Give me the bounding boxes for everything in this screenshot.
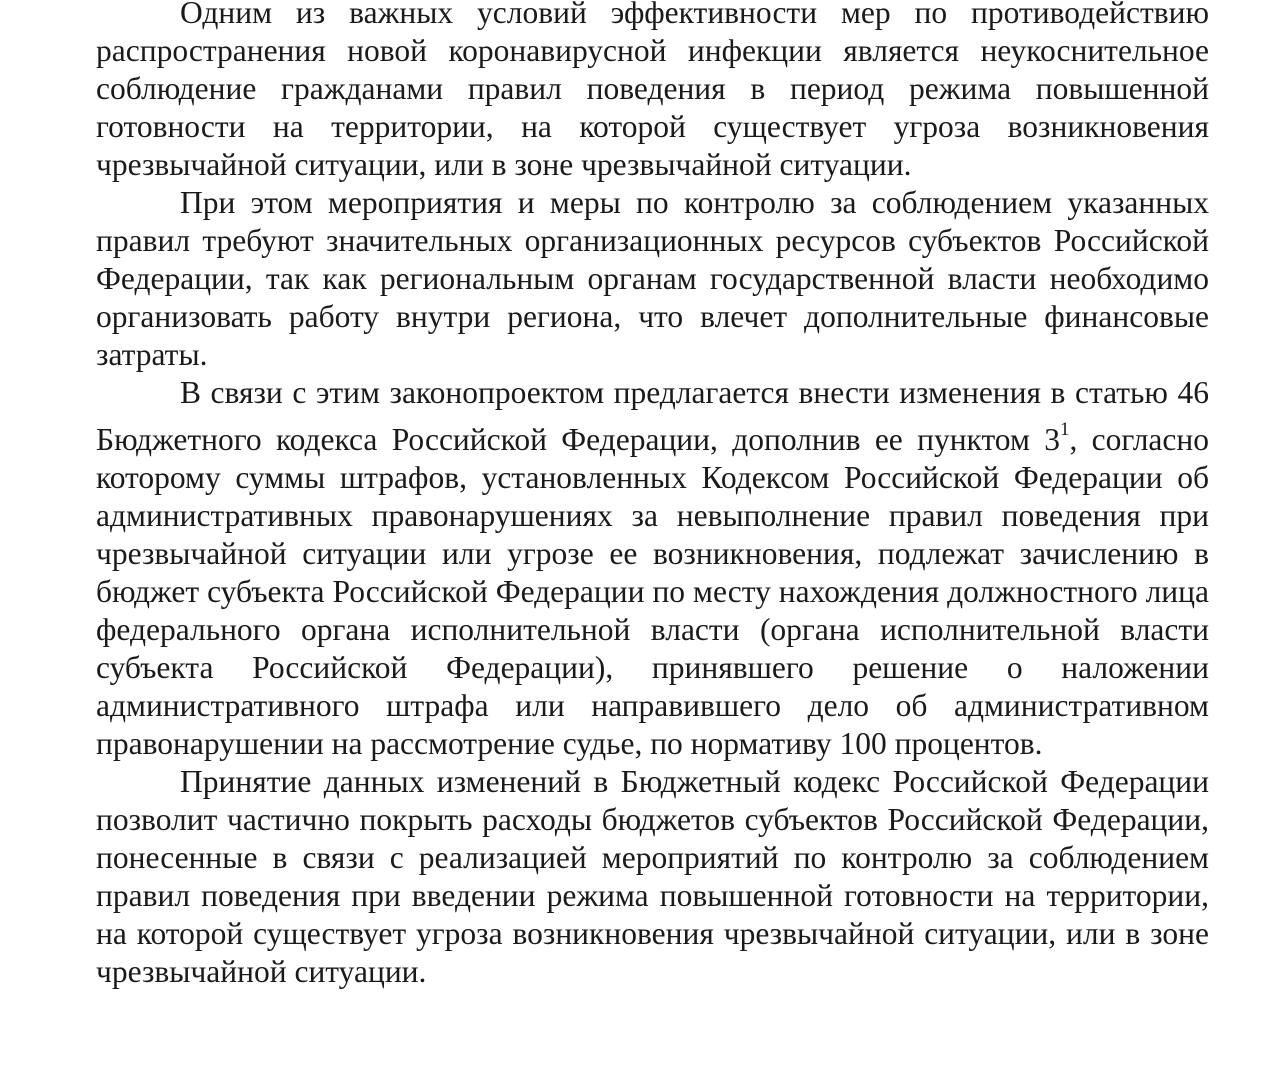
paragraph-4: Принятие данных изменений в Бюджетный кодекс Российской Федерации позволит частично покрыть расходы бюджетов субъектов Российской Федерации, понесенные в связи с реализацией мероприятий по контролю за соблюдением правил поведения при введении режима повышенной готовности на территории, на которой существует угроза возникновения чрезвычайной ситуации, или в зоне чрезвычайной ситуации. xyxy=(96,764,1209,989)
paragraph-3-text-before: В связи с этим законопроектом предлагается внести изменения в статью 46 Бюджетного кодекса Российской Федерации, дополнив ее пунктом 3 xyxy=(96,375,1209,457)
paragraph-3-text-after: , согласно которому суммы штрафов, установленных Кодексом Российской Федерации об административных правонарушениях за невыполнение правил поведения при чрезвычайной ситуации или угрозе ее возникновения, подлежат зачислению в бюджет субъекта Российской Федерации по месту нахождения должностного лица федерального органа исполнительной власти (органа исполнительной власти субъекта Российской Федерации), принявшего решение о наложении административного штрафа или направившего дело об административном правонарушении на рассмотрение судье, по нормативу 100 процентов. xyxy=(96,422,1210,761)
paragraph-2: При этом мероприятия и меры по контролю за соблюдением указанных правил требуют значительных организационных ресурсов субъектов Российской Федерации, так как региональным органам государственной власти необходимо организовать работу внутри региона, что влечет дополнительные финансовые затраты. xyxy=(96,185,1209,372)
footnote-superscript: 1 xyxy=(1059,419,1070,440)
document-page xyxy=(96,0,1209,991)
paragraph-3 xyxy=(96,374,1209,763)
paragraph-1: Одним из важных условий эффективности мер по противодействию распространения новой коронавирусной инфекции является неукоснительное соблюдение гражданами правил поведения в период режима повышенной готовности на территории, на которой существует угроза возникновения чрезвычайной ситуации, или в зоне чрезвычайной ситуации. xyxy=(96,0,1209,182)
